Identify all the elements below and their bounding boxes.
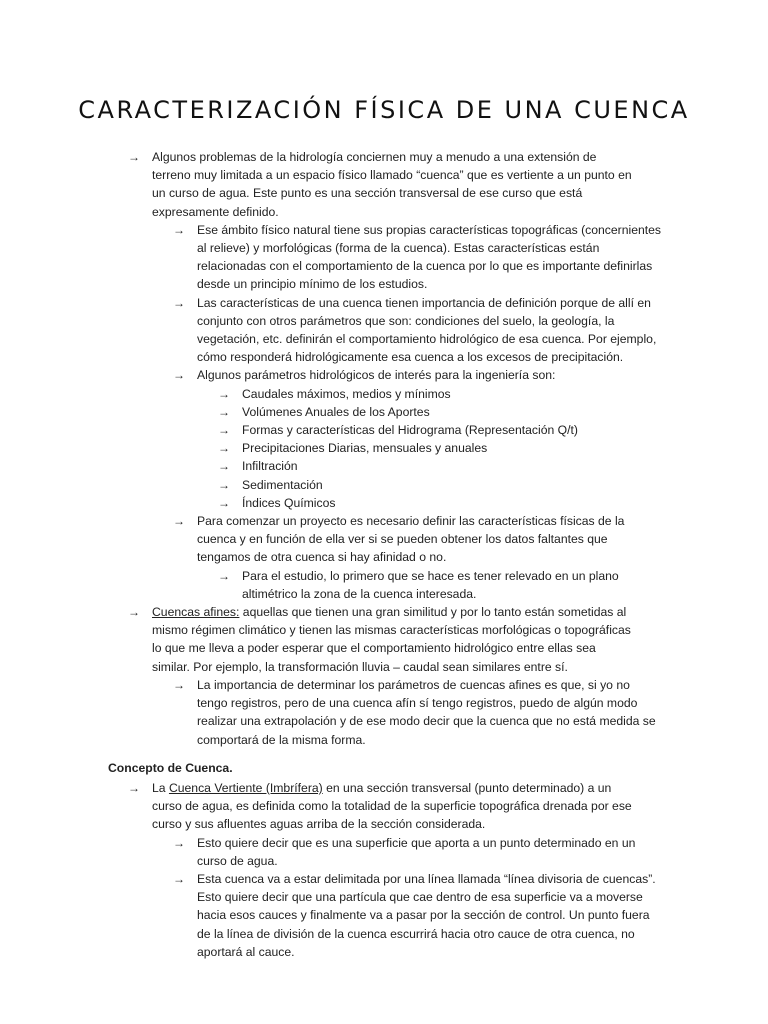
parameter-item — [218, 439, 662, 457]
arrow-right-icon: → — [173, 514, 185, 529]
arrow-right-icon: → — [173, 222, 185, 237]
list-item — [173, 294, 662, 367]
paragraph-text: Algunos problemas de la hidrología conciernen muy a menudo a una extensión de terreno muy limitada a un espacio físico llamado “cuenca” que es vertiente a un punto en un curso de agua. Este punto es una sección transversal de ese curso que está expresamente definido. — [152, 150, 632, 219]
arrow-right-icon: → — [173, 295, 185, 310]
list-item — [173, 870, 662, 961]
list-item — [173, 366, 662, 384]
parameter-item — [218, 494, 662, 512]
page-title: CARACTERIZACIÓN FÍSICA DE UNA CUENCA — [78, 96, 690, 124]
paragraph-text: Algunos parámetros hidrológicos de interés para la ingeniería son: — [197, 368, 556, 383]
paragraph-text: Para comenzar un proyecto es necesario definir las características físicas de la cuenca y en función de ella ver si se pueden obtener los datos faltantes que tengamos de otra cuenca si hay afinidad o no. — [197, 514, 625, 565]
parameter-text: Formas y características del Hidrograma (Representación Q/t) — [242, 423, 578, 438]
parameter-item — [218, 457, 662, 475]
list-item — [173, 512, 662, 567]
parameter-text: Sedimentación — [242, 477, 323, 492]
arrow-right-icon: → — [218, 459, 230, 474]
parameter-text: Precipitaciones Diarias, mensuales y anuales — [242, 441, 488, 456]
term-cuencas-afines: Cuencas afines: — [152, 605, 240, 620]
list-item — [173, 834, 662, 870]
arrow-right-icon: → — [128, 150, 140, 164]
list-item — [173, 221, 662, 294]
parameter-item — [218, 476, 662, 494]
list-item — [173, 676, 662, 749]
arrow-right-icon: → — [173, 677, 185, 692]
paragraph-text: La importancia de determinar los parámetros de cuencas afines es que, si yo no tengo registros, pero de una cuenca afín sí tengo registros, puedo de algún modo realizar una extrapolación y de ese modo decir que la cuenca que no está medida se comportará de la misma forma. — [197, 677, 656, 747]
arrow-right-icon: → — [218, 386, 230, 401]
parameter-text: Caudales máximos, medios y mínimos — [242, 386, 451, 401]
arrow-right-icon: → — [173, 368, 185, 383]
list-item — [128, 148, 632, 221]
paragraph-text: aquellas que tienen una gran similitud y por lo tanto están sometidas al mismo régimen climático y tienen las mismas características morfológicas o topográficas lo que me lleva a poder esperar que el comportamiento hidrológico entre ellas sea similar. Por ejemplo, la transformación lluvia – caudal sean similares entre sí. — [152, 605, 631, 674]
arrow-right-icon: → — [173, 871, 185, 886]
arrow-right-icon: → — [128, 780, 140, 795]
paragraph-text: Las características de una cuenca tienen importancia de definición porque de allí en conjunto con otros parámetros que son: condiciones del suelo, la geología, la vegetación, etc. definirán el comportamiento hidrológico de esa cuenca. Por ejemplo, cómo responderá hidrológicamente esa cuenca a los excesos de precipitación. — [197, 295, 657, 365]
parameter-text: Infiltración — [242, 459, 298, 474]
list-item — [218, 567, 662, 603]
arrow-right-icon: → — [128, 605, 140, 620]
document-body — [0, 148, 768, 961]
section-heading: Concepto de Cuenca. — [108, 760, 233, 775]
arrow-right-icon: → — [218, 477, 230, 492]
arrow-right-icon: → — [218, 423, 230, 438]
paragraph-text: Esto quiere decir que es una superficie que aporta a un punto determinado en un curso de agua. — [197, 835, 636, 868]
parameter-item — [218, 421, 662, 439]
arrow-right-icon: → — [218, 495, 230, 510]
paragraph-text: Esta cuenca va a estar delimitada por una línea llamada “línea divisoria de cuencas”. Esto quiere decir que una partícula que cae dentro de esa superficie va a moverse hacia esos cauces y finalmente va a pasar por la sección de control. Un punto fuera de la línea de división de la cuenca escurrirá hacia otro cauce de otra cuenca, no aportará al cauce. — [197, 871, 656, 959]
arrow-right-icon: → — [218, 568, 230, 583]
list-item — [128, 603, 632, 676]
arrow-right-icon: → — [218, 441, 230, 456]
paragraph-text: Ese ámbito físico natural tiene sus propias características topográficas (concernientes al relieve) y morfológicas (forma de la cuenca). Estas características están relacionadas con el comportamiento de la cuenca por lo que es importante definirlas desde un principio mínimo de los estudios. — [197, 222, 662, 292]
arrow-right-icon: → — [218, 404, 230, 419]
term-cuenca-vertiente: Cuenca Vertiente (Imbrífera) — [168, 780, 323, 795]
paragraph-text: Para el estudio, lo primero que se hace es tener relevado en un plano altimétrico la zona de la cuenca interesada. — [242, 568, 619, 601]
parameter-text: Índices Químicos — [242, 495, 336, 510]
parameter-text: Volúmenes Anuales de los Aportes — [242, 404, 430, 419]
parameter-item — [218, 403, 662, 421]
list-item — [128, 779, 632, 834]
parameter-item — [218, 385, 662, 403]
paragraph-text: La — [152, 780, 169, 795]
arrow-right-icon: → — [173, 835, 185, 850]
paragraph-text: en una sección transversal (punto determinado) a un curso de agua, es definida como la totalidad de la superficie topográfica drenada por ese curso y sus afluentes aguas arriba de la sección considerada. — [152, 780, 632, 832]
